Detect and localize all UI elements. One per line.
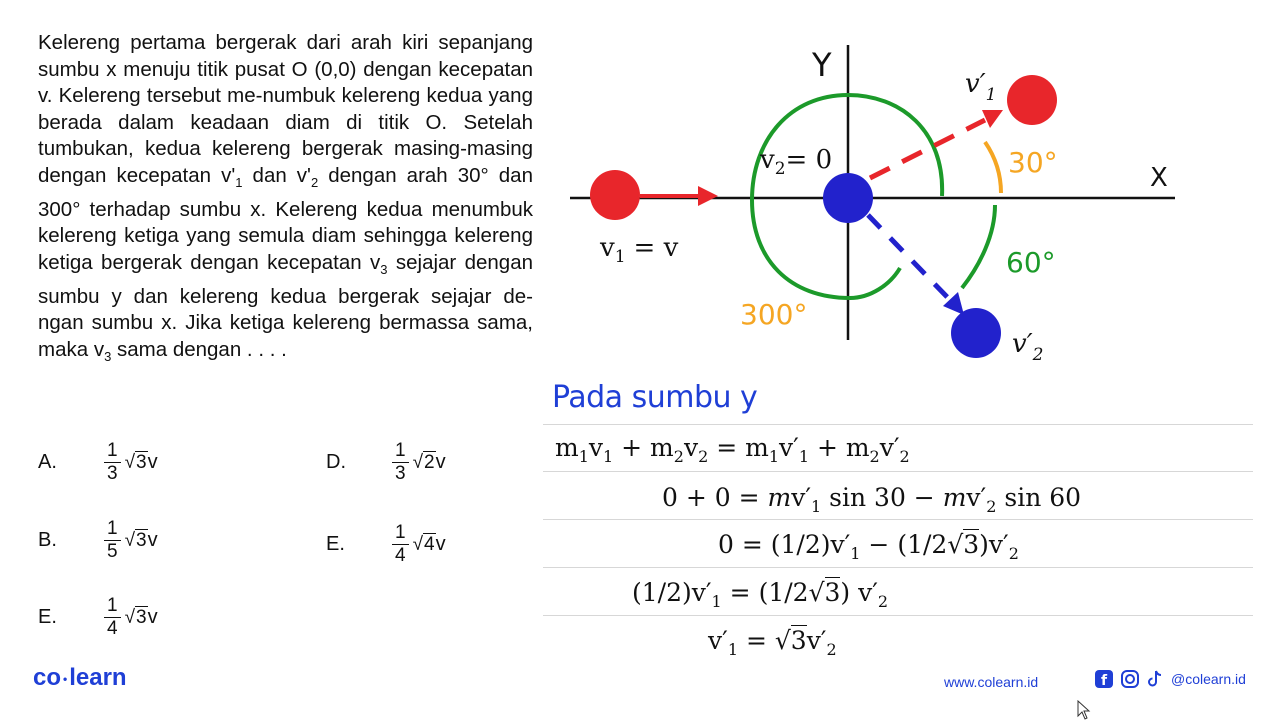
red-ball-outgoing [1007, 75, 1057, 125]
option-root: √3 [124, 529, 147, 551]
option-tail: v [147, 451, 158, 473]
option-root: √3 [124, 451, 147, 473]
logo-dot-icon: • [63, 671, 68, 686]
incoming-arrow-head [698, 186, 718, 206]
fraction-denominator: 4 [395, 545, 406, 566]
v1-prime-label: $v'_1$ [965, 69, 997, 105]
green-angle-arc-60 [962, 205, 995, 288]
option-tail: v [435, 533, 446, 555]
work-heading: Pada sumbu y [552, 380, 758, 415]
fraction-numerator: 1 [104, 518, 121, 541]
fraction-numerator: 1 [392, 440, 409, 463]
option-root: √4 [412, 533, 435, 555]
equation-3: $0 = (1/2)v'_1 - (1/2√3)v'_2$ [718, 530, 1019, 563]
problem-text-1: Kelereng pertama bergerak dari arah kiri sepanjang sumbu x menuju titik pusat O (0,0) dengan kecepatan v. Kelereng tersebut me-numbuk kelereng kedua yang berada dalam keadaan diam di titik O. Setelah tumbukan, kedua kelereng bergerak masing-masing dengan kecepatan v' [38, 31, 533, 187]
problem-text-2: dan v' [242, 163, 311, 187]
rule-line [543, 567, 1253, 568]
footer-handle[interactable]: @colearn.id [1171, 671, 1246, 687]
colearn-logo [33, 664, 127, 692]
logo-left: co [33, 664, 62, 691]
radicand: 3 [136, 606, 147, 628]
facebook-icon[interactable] [1095, 670, 1113, 688]
blue-ball-outgoing [951, 308, 1001, 358]
fraction-denominator: 3 [395, 463, 406, 484]
instagram-icon[interactable] [1121, 670, 1139, 688]
svg-text:f: f [1101, 673, 1108, 688]
rule-line [543, 424, 1253, 425]
fraction-numerator: 1 [392, 522, 409, 545]
v1-prime-arrow [870, 120, 985, 178]
problem-sub-1: 1 [235, 175, 243, 191]
v1-label: $v_1 = v$ [600, 233, 679, 267]
footer-social [1095, 670, 1246, 688]
v2-prime-label: $v'_2$ [1012, 329, 1044, 365]
problem-text-4: sejajar dengan sumbu y dan kelereng kedua bergerak sejajar de-ngan sumbu x. Jika ketiga kelereng bermassa sama, maka v [38, 250, 534, 361]
v1-prime-arrow-head [982, 110, 1003, 128]
y-axis-label: Y [812, 46, 832, 84]
fraction-denominator: 5 [107, 541, 118, 562]
equation-1: $m_1v_1 + m_2v_2 = m_1v'_1 + m_2v'_2$ [555, 433, 910, 466]
angle-300-label: 300° [740, 298, 808, 331]
option-letter: D. [326, 451, 346, 473]
blue-ball-center [823, 173, 873, 223]
problem-text-5: sama dengan . . . . [111, 337, 287, 361]
equation-5: $v'_1 = √3v'_2$ [708, 626, 837, 659]
radicand: 2 [424, 451, 435, 473]
red-ball-incoming [590, 170, 640, 220]
option-letter: E. [38, 606, 57, 628]
mouse-cursor-icon [1077, 700, 1091, 720]
rule-line [543, 519, 1253, 520]
equation-2: $0 + 0 = mv'_1$ $\sin 30 - mv'_2$ sin 60 [662, 483, 1082, 516]
option-tail: v [147, 529, 158, 551]
radicand: 3 [136, 451, 147, 473]
problem-sub-3: 3 [380, 261, 388, 277]
option-letter: A. [38, 451, 57, 473]
option-letter: E. [326, 533, 345, 555]
footer-url[interactable]: www.colearn.id [944, 674, 1039, 690]
equation-4: $(1/2)v'_1 = (1/2√3)$ $v'_2$ [632, 578, 889, 611]
problem-text-3: dengan arah 30° dan 300° terhadap sumbu x. Kelereng kedua menumbuk kelereng ketiga yang semula diam sehingga kelereng ketiga bergerak dengan kecepatan v [38, 163, 533, 274]
orange-angle-arc-30 [985, 142, 1001, 193]
logo-right: learn [69, 664, 127, 691]
option-tail: v [435, 451, 446, 473]
x-axis-label: X [1150, 163, 1168, 193]
problem-sub-4: 3 [104, 348, 112, 364]
fraction-denominator: 4 [107, 618, 118, 639]
fraction-numerator: 1 [104, 595, 121, 618]
rule-line [543, 471, 1253, 472]
option-root: √3 [124, 606, 147, 628]
fraction-numerator: 1 [104, 440, 121, 463]
radicand: 3 [136, 529, 147, 551]
option-letter: B. [38, 529, 57, 551]
radicand: 4 [424, 533, 435, 555]
tiktok-icon[interactable] [1147, 670, 1163, 688]
rule-line [543, 615, 1253, 616]
problem-sub-2: 2 [310, 175, 319, 191]
v2-label: $v_2= 0$ [760, 145, 833, 179]
fraction-denominator: 3 [107, 463, 118, 484]
angle-30-label: 30° [1008, 146, 1058, 179]
option-root: √2 [412, 451, 435, 473]
option-tail: v [147, 606, 158, 628]
angle-60-label: 60° [1006, 246, 1056, 279]
